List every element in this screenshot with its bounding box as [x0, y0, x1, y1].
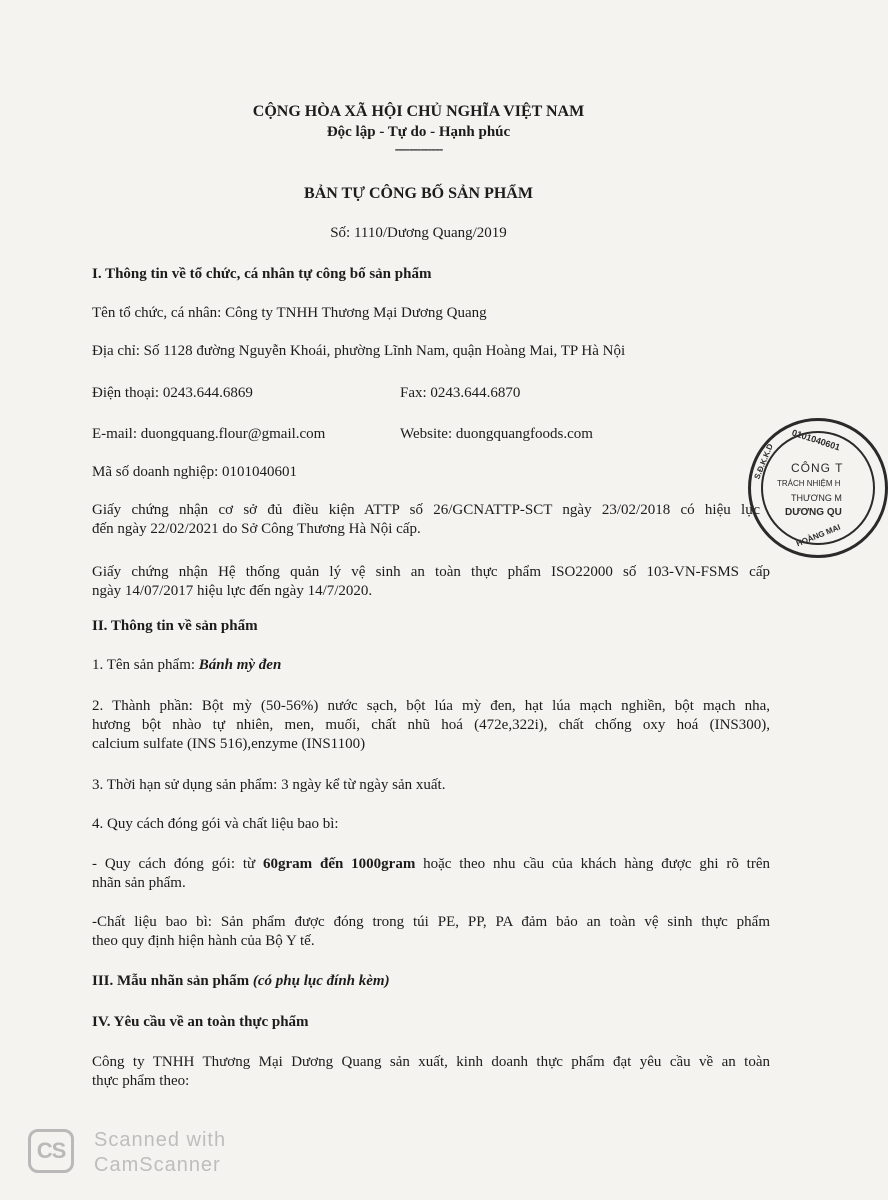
cert2-line2: ngày 14/07/2017 hiệu lực đến ngày 14/7/2020. [92, 583, 373, 599]
motto: Độc lập - Tự do - Hạnh phúc [326, 124, 511, 140]
section3-heading-line [92, 972, 390, 991]
section1-heading: I. Thông tin về tổ chức, cá nhân tự công bố sản phẩm [92, 266, 432, 282]
stamp-side: S.Đ.K.K.D [752, 442, 775, 481]
section4-heading: IV. Yêu cầu về an toàn thực phẩm [92, 1014, 309, 1030]
address: Địa chỉ: Số 1128 đường Nguyễn Khoái, phường Lĩnh Nam, quận Hoàng Mai, TP Hà Nội [92, 343, 626, 359]
phone: Điện thoại: 0243.644.6869 [92, 385, 253, 401]
ingredients-line1: 2. Thành phần: Bột mỳ (50-56%) nước sạch, bột lúa mỳ đen, hạt lúa mạch nghiền, bột mạch nha, [92, 698, 770, 714]
watermark-line2: CamScanner [94, 1154, 221, 1176]
cert1-line1: Giấy chứng nhận cơ sở đủ điều kiện ATTP số 26/GCNATTP-SCT ngày 23/02/2018 có hiệu lực [92, 502, 760, 518]
watermark-line1: Scanned with [94, 1129, 227, 1151]
product-name-line [92, 656, 281, 675]
cert2-line1: Giấy chứng nhận Hệ thống quản lý vệ sinh an toàn thực phẩm ISO22000 số 103-VN-FSMS cấp [92, 564, 770, 580]
stamp-code: 0101040601 [790, 427, 842, 453]
shelf-life: 3. Thời hạn sử dụng sản phẩm: 3 ngày kể từ ngày sản xuất. [92, 777, 446, 793]
email: E-mail: duongquang.flour@gmail.com [92, 426, 326, 442]
stamp-inner-ring [761, 431, 875, 545]
stamp-line2: TRÁCH NHIỆM H [777, 479, 841, 488]
ingredients-line3: calcium sulfate (INS 516),enzyme (INS1100) [92, 736, 366, 752]
packaging-prefix: - Quy cách đóng gói: từ [92, 856, 263, 872]
tax-code: Mã số doanh nghiệp: 0101040601 [92, 464, 297, 480]
fax: Fax: 0243.644.6870 [400, 385, 521, 401]
cert1-line2: đến ngày 22/02/2021 do Sở Công Thương Hà Nội cấp. [92, 521, 421, 537]
ingredients-line2: hương bột nhào tự nhiên, men, muối, chất nhũ hoá (472e,322i), chất chống oxy hoá (INS300), [92, 717, 770, 733]
material-line1: -Chất liệu bao bì: Sản phẩm được đóng trong túi PE, PP, PA đảm bảo an toàn vệ sinh thực phẩm [92, 914, 770, 930]
stamp-line3: THƯƠNG M [791, 493, 842, 503]
product-label: 1. Tên sản phẩm: [92, 657, 199, 673]
camscanner-logo-icon: CS [28, 1129, 74, 1173]
org-name: Tên tổ chức, cá nhân: Công ty TNHH Thương Mại Dương Quang [92, 305, 487, 321]
section3-note: (có phụ lục đính kèm) [252, 973, 390, 989]
document-number: Số: 1110/Dương Quang/2019 [330, 225, 507, 241]
stamp-line4: DƯƠNG QU [785, 507, 842, 518]
packaging-suffix: hoặc theo nhu cầu của khách hàng được ghi rõ trên [415, 856, 770, 872]
section3-heading: III. Mẫu nhãn sản phẩm [92, 973, 253, 989]
packaging-line1 [92, 855, 770, 874]
company-stamp [748, 418, 888, 558]
nation-heading: CỘNG HÒA XÃ HỘI CHỦ NGHĨA VIỆT NAM [252, 103, 585, 120]
material-line2: theo quy định hiện hành của Bộ Y tế. [92, 933, 315, 949]
section2-heading: II. Thông tin về sản phẩm [92, 618, 258, 634]
section4-line1: Công ty TNHH Thương Mại Dương Quang sản xuất, kinh doanh thực phẩm đạt yêu cầu về an toàn [92, 1054, 770, 1070]
stamp-bottom: HOÀNG MAI [795, 522, 842, 549]
header-divider: ------------- [394, 142, 443, 157]
packaging-line2: nhãn sản phẩm. [92, 875, 186, 891]
packaging-heading: 4. Quy cách đóng gói và chất liệu bao bì: [92, 816, 339, 832]
packaging-range: 60gram đến 1000gram [262, 856, 416, 872]
product-name: Bánh mỳ đen [198, 657, 282, 673]
website: Website: duongquangfoods.com [400, 426, 593, 442]
document-title: BẢN TỰ CÔNG BỐ SẢN PHẨM [304, 185, 533, 202]
section4-line2: thực phẩm theo: [92, 1073, 190, 1089]
stamp-line1: CÔNG T [791, 461, 844, 475]
